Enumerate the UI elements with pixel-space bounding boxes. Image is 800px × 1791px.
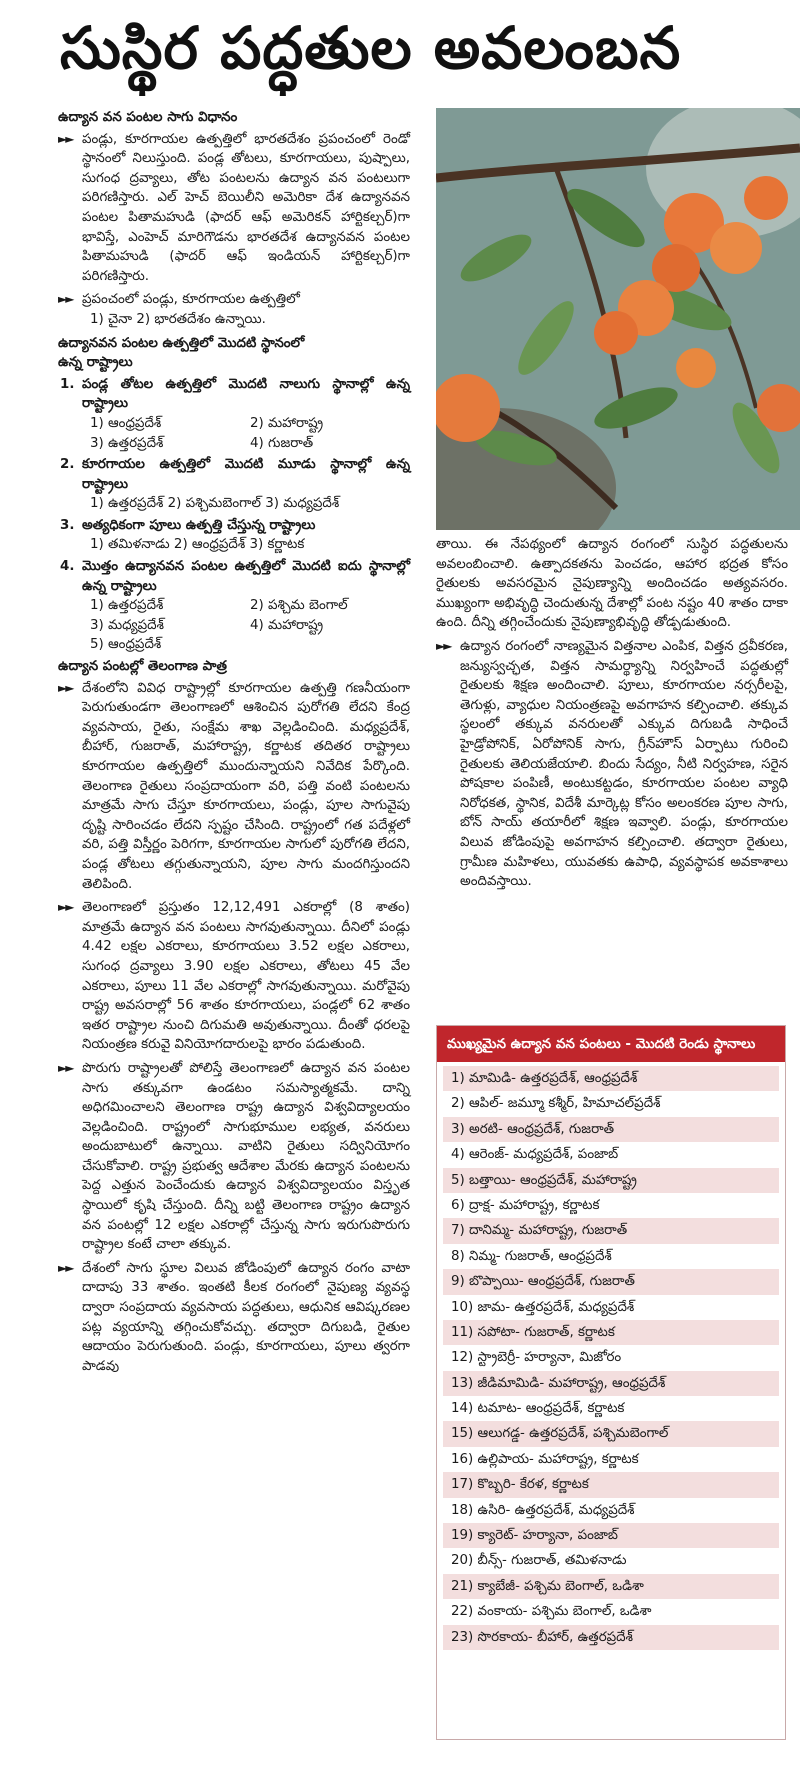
option: 1) ఉత్తరప్రదేశ్ (90, 598, 164, 614)
item-question: మొత్తం ఉద్యానవన పంటల ఉత్పత్తిలో మొదటి ఐదు స్థానాల్లో ఉన్న రాష్ట్రాలు (82, 559, 410, 594)
option: 3) ఉత్తరప్రదేశ్ (90, 435, 164, 451)
bullet-arrow-icon: ►► (436, 638, 451, 653)
table-row: 11) సపోటా- గుజరాత్, కర్ణాటక (443, 1320, 779, 1345)
table-row: 13) జీడిమామిడి- మహారాష్ట్ర, ఆంధ్రప్రదేశ్ (443, 1371, 779, 1396)
bullet-arrow-icon: ►► (58, 1060, 73, 1075)
left-column (58, 106, 410, 1380)
table-row: 22) వంకాయ- పశ్చిమ బెంగాల్, ఒడిశా (443, 1599, 779, 1624)
option: 1) తమిళనాడు 2) ఆంధ్రప్రదేశ్ 3) కర్ణాటక (90, 537, 305, 553)
option: 5) ఆంధ్రప్రదేశ్ (90, 637, 162, 653)
option-row (58, 596, 410, 616)
crop-ranking-table (436, 1025, 786, 1740)
right-column (436, 535, 788, 896)
option-row (58, 414, 410, 434)
table-row: 10) జామ- ఉత్తరప్రదేశ్, మధ్యప్రదేశ్ (443, 1295, 779, 1320)
option: 1) ఉత్తరప్రదేశ్ 2) పశ్చిమబెంగాల్ 3) మధ్యప్రదేశ్ (90, 496, 340, 512)
table-body (437, 1062, 785, 1650)
paragraph-text: ఉద్యాన రంగంలో నాణ్యమైన విత్తనాల ఎంపిక, విత్తన ద్రవీకరణ, జన్యుస్వచ్ఛత, విత్తన సామర్థ్యాన్ని నిర్వహించే పద్ధతుల్లో రైతులకు శిక్షణ అందించాలి. పూలు, కూరగాయల నర్సరీలపై, తెగుళ్లు, వ్యాధుల నియంత్రణపై అవగాహన కల్పించాలి. తక్కువ స్థలంలో తక్కువ వనరులతో ఎక్కువ దిగుబడి సాధించే హైడ్రోపోనిక్, ఏరోపోనిక్ సాగు, గ్రీన్‌హౌస్ ఏర్పాటు గురించి రైతులకు తెలియజేయాలి. బిందు సేద్యం, నీటి నిర్వహణ, సరైన పోషకాల పంపిణీ, అంటుకట్టడం, కూరగాయల పంటల వ్యాధి నిరోధకత, స్థానిక, విదేశీ మార్కెట్ల కోసం అలంకరణ పూల సాగు, బోన్ సాయ్ తయారీలో శిక్షణ ఇవ్వాలి. పండ్లు, కూరగాయల విలువ జోడింపుపై అవగాహన కల్పించాలి. తద్వారా రైతులు, గ్రామీణ మహిళలు, యువతకు ఉపాధి, వ్యవస్థాపక అవకాశాలు అందివస్తాయి. (460, 638, 788, 890)
paragraph (58, 898, 410, 1055)
section-title-line: ఉన్న రాష్ట్రాలు (58, 355, 133, 371)
table-row: 1) మామిడి- ఉత్తరప్రదేశ్, ఆంధ్రప్రదేశ్ (443, 1066, 779, 1091)
option-row (58, 434, 410, 454)
paragraph-text: తాయి. ఈ నేపథ్యంలో ఉద్యాన రంగంలో సుస్థిర పద్ధతులను అవలంబించాలి. ఉత్పాదకతను పెంచడం, ఆహార భద్రత కోసం రైతులకు అవసరమైన నైపుణ్యాన్ని అందించడం అత్యవసరం. ముఖ్యంగా అభివృద్ధి చెందుతున్న దేశాల్లో పంట నష్టం 40 శాతం దాకా ఉంది. దీన్ని తగ్గించేందుకు నైపుణ్యాభివృద్ధి తోడ్పడుతుంది. (436, 537, 788, 631)
paragraph-text: పొరుగు రాష్ట్రాలతో పోలిస్తే తెలంగాణలో ఉద్యాన వన పంటల సాగు తక్కువగా ఉండటం సమస్యాత్మకమే. దాన్ని అధిగమించాలని తెలంగాణ రాష్ట్ర ఉద్యాన విశ్వవిద్యాలయం వెల్లడించింది. రాష్ట్రంలో సాగుభూముల లభ్యత, వనరులు అందుబాటులో ఉన్నాయి. వాటిని రైతులు సద్వినియోగం చేసుకోవాలి. రాష్ట్ర ప్రభుత్వ ఆదేశాల మేరకు ఉద్యాన పంటలను పెద్ద ఎత్తున పెంచేందుకు ఉద్యాన విశ్వవిద్యాలయం విస్తృత స్థాయిలో కృషి చేస్తుంది. దీన్ని బట్టి తెలంగాణ రాష్ట్రం ఉద్యాన వన పంటల్లో 12 లక్షల ఎకరాల్లో చేస్తున్న సాగు ఇరుగుపొరుగు రాష్ట్రాల కంటే చాలా తక్కువ. (82, 1060, 410, 1253)
section-title: ఉద్యాన వన పంటల సాగు విధానం (58, 110, 238, 125)
table-row: 18) ఉసిరి- ఉత్తరప్రదేశ్, మధ్యప్రదేశ్ (443, 1498, 779, 1523)
table-row: 17) కొబ్బరి- కేరళ, కర్ణాటక (443, 1472, 779, 1497)
bullet-arrow-icon: ►► (58, 1260, 73, 1275)
table-row: 7) దానిమ్మ- మహారాష్ట్ర, గుజరాత్ (443, 1218, 779, 1243)
bullet-arrow-icon: ►► (58, 900, 73, 915)
paragraph (58, 1259, 410, 1377)
bullet-arrow-icon: ►► (58, 292, 73, 307)
section-title: ఉద్యాన పంటల్లో తెలంగాణ పాత్ర (58, 659, 227, 675)
option: 3) మధ్యప్రదేశ్ (90, 617, 164, 633)
headline: సుస్థిర పద్ధతుల అవలంబన (60, 14, 682, 82)
table-row: 19) క్యారెట్- హర్యానా, పంజాబ్ (443, 1523, 779, 1548)
item-number: 3. (60, 517, 75, 533)
paragraph-text: ప్రపంచంలో పండ్లు, కూరగాయల ఉత్పత్తిలో (82, 292, 300, 308)
table-row: 23) సొరకాయ- బీహార్, ఉత్తరప్రదేశ్ (443, 1625, 779, 1650)
item-question: కూరగాయల ఉత్పత్తిలో మొదటి మూడు స్థానాల్లో ఉన్న రాష్ట్రాలు (82, 457, 410, 492)
table-row: 5) బత్తాయి- ఆంధ్రప్రదేశ్, మహారాష్ట్ర (443, 1168, 779, 1193)
table-row: 2) ఆపిల్- జమ్మూ కశ్మీర్, హిమాచల్‌ప్రదేశ్ (443, 1091, 779, 1116)
item-number: 2. (60, 457, 75, 473)
option-row (58, 616, 410, 636)
paragraph-text: పండ్లు, కూరగాయల ఉత్పత్తిలో భారతదేశం ప్రపంచంలో రెండో స్థానంలో నిలుస్తుంది. పండ్ల తోటలు, కూరగాయలు, పుష్పాలు, సుగంధ ద్రవ్యాలు, తోట పంటలను ఉద్యాన వన పంటలుగా పరిగణిస్తారు. ఎల్ హెచ్ బెయిలీని అమెరికా దేశ ఉద్యానవన పంటల పితామహుడి (ఫాదర్ ఆఫ్ అమెరికన్ హార్టికల్చర్)గా భావిస్తే, ఎంహెచ్ మారిగౌడను భారతదేశ ఉద్యానవన పంటల పితామహుడి (ఫాదర్ ఆఫ్ ఇండియన్ హార్టికల్చర్)గా పరిగణిస్తారు. (82, 131, 410, 284)
table-row: 9) బొప్పాయి- ఆంధ్రప్రదేశ్, గుజరాత్ (443, 1269, 779, 1294)
option: 2) మహారాష్ట్ర (250, 415, 324, 431)
paragraph (436, 637, 788, 892)
list-item (58, 375, 410, 414)
paragraph (58, 679, 410, 895)
section-title (58, 334, 410, 373)
paragraph-text: దేశంలో సాగు స్థూల విలువ జోడింపులో ఉద్యాన రంగం వాటా దాదాపు 33 శాతం. ఇంతటి కీలక రంగంలో నైపుణ్య వ్యవస్థ ద్వారా సంప్రదాయ వ్యవసాయ పద్ధతులు, ఆధునిక ఆవిష్కరణల పట్ల వ్యయాన్ని తగ్గించుకోవచ్చు. తద్వారా దిగుబడి, రైతుల ఆదాయం పెరుగుతుంది. పండ్లు, కూరగాయలు, పూలు త్వరగా పాడవు (82, 1260, 410, 1374)
bullet-arrow-icon: ►► (58, 131, 73, 146)
paragraph (58, 130, 410, 287)
table-row: 15) ఆలుగడ్డ- ఉత్తరప్రదేశ్, పశ్చిమబెంగాల్ (443, 1421, 779, 1446)
option: 2) పశ్చిమ బెంగాల్ (250, 598, 348, 614)
paragraph (58, 1059, 410, 1255)
table-row: 16) ఉల్లిపాయ- మహారాష్ట్ర, కర్ణాటక (443, 1447, 779, 1472)
table-row: 20) బీన్స్- గుజరాత్, తమిళనాడు (443, 1548, 779, 1573)
table-row: 4) ఆరెంజ్- మధ్యప్రదేశ్, పంజాబ్ (443, 1142, 779, 1167)
list-item (58, 516, 410, 536)
list-item (58, 455, 410, 494)
option: 4) గుజరాత్ (250, 435, 314, 451)
option: 1) ఆంధ్రప్రదేశ్ (90, 415, 162, 431)
item-question: అత్యధికంగా పూలు ఉత్పత్తి చేస్తున్న రాష్ట్రాలు (82, 517, 316, 533)
list-item (58, 557, 410, 596)
section-title-line: ఉద్యానవన పంటల ఉత్పత్తిలో మొదటి స్థానంలో (58, 335, 305, 351)
apricot-tree-photo (436, 108, 800, 530)
table-row: 6) ద్రాక్ష- మహారాష్ట్ర, కర్ణాటక (443, 1193, 779, 1218)
item-question: పండ్ల తోటల ఉత్పత్తిలో మొదటి నాలుగు స్థానాల్లో ఉన్న రాష్ట్రాలు (82, 376, 410, 412)
table-title: ముఖ్యమైన ఉద్యాన వన పంటలు - మొదటి రెండు స్థానాలు (437, 1026, 785, 1062)
option: 4) మహారాష్ట్ర (250, 617, 324, 633)
item-number: 1. (60, 376, 75, 392)
table-row: 3) అరటి- ఆంధ్రప్రదేశ్, గుజరాత్ (443, 1117, 779, 1142)
table-row: 12) స్ట్రాబెర్రీ- హర్యానా, మిజోరం (443, 1345, 779, 1370)
paragraph-text: 1) చైనా 2) భారతదేశం ఉన్నాయి. (90, 311, 266, 327)
table-row: 8) నిమ్మ- గుజరాత్, ఆంధ్రప్రదేశ్ (443, 1244, 779, 1269)
bullet-arrow-icon: ►► (58, 680, 73, 695)
table-row: 14) టమాట- ఆంధ్రప్రదేశ్, కర్ణాటక (443, 1396, 779, 1421)
paragraph (58, 290, 410, 329)
item-number: 4. (60, 559, 75, 575)
paragraph-text: తెలంగాణలో ప్రస్తుతం 12,12,491 ఎకరాల్లో (8 శాతం) మాత్రమే ఉద్యాన వన పంటలు సాగవుతున్నాయి. దీనిలో పండ్లు 4.42 లక్షల ఎకరాలు, కూరగాయలు 3.52 లక్షల ఎకరాలు, సుగంధ ద్రవ్యాలు 3.90 లక్షల ఎకరాలు, తోటలు 45 వేల ఎకరాలు, పూలు 11 వేల ఎకరాల్లో సాగవుతున్నాయి. మరోవైపు రాష్ట్ర అవసరాల్లో 56 శాతం కూరగాయలు, పండ్లలో 62 శాతం ఇతర రాష్ట్రాల నుంచి దిగుమతి అవుతున్నాయి. దీంతో ధరలపై నియంత్రణ కరువై వినియోగదారులపై భారం పడుతుంది. (82, 900, 410, 1053)
photo-illustration (436, 108, 800, 530)
table-row: 21) క్యాబేజీ- పశ్చిమ బెంగాల్, ఒడిశా (443, 1574, 779, 1599)
paragraph-text: దేశంలోని వివిధ రాష్ట్రాల్లో కూరగాయల ఉత్పత్తి గణనీయంగా పెరుగుతుండగా తెలంగాణలో ఆశించిన పురోగతి లేదని కేంద్ర వ్యవసాయ, రైతు, సంక్షేమ శాఖ వెల్లడించింది. మధ్యప్రదేశ్, బీహార్, గుజరాత్, మహారాష్ట్ర, కర్ణాటక తదితర రాష్ట్రాలు కూరగాయల ఉత్పత్తిలో ముందున్నాయని నివేదిక పేర్కొంది. తెలంగాణ రైతులు సంప్రదాయంగా వరి, పత్తి వంటి పంటలను మాత్రమే సాగు చేస్తూ కూరగాయలు, పండ్లు, పూల సాగువైపు దృష్టి సారించడం లేదని స్పష్టం చేసింది. రాష్ట్రంలో గత పదేళ్లలో వరి, పత్తి విస్తీర్ణం పెరిగగా, కూరగాయల సాగులో పురోగతి లేదని, పండ్ల తోటలు తగ్గుతున్నాయని, పూల సాగు మందగిస్తుందని తెలిపింది. (82, 680, 410, 892)
